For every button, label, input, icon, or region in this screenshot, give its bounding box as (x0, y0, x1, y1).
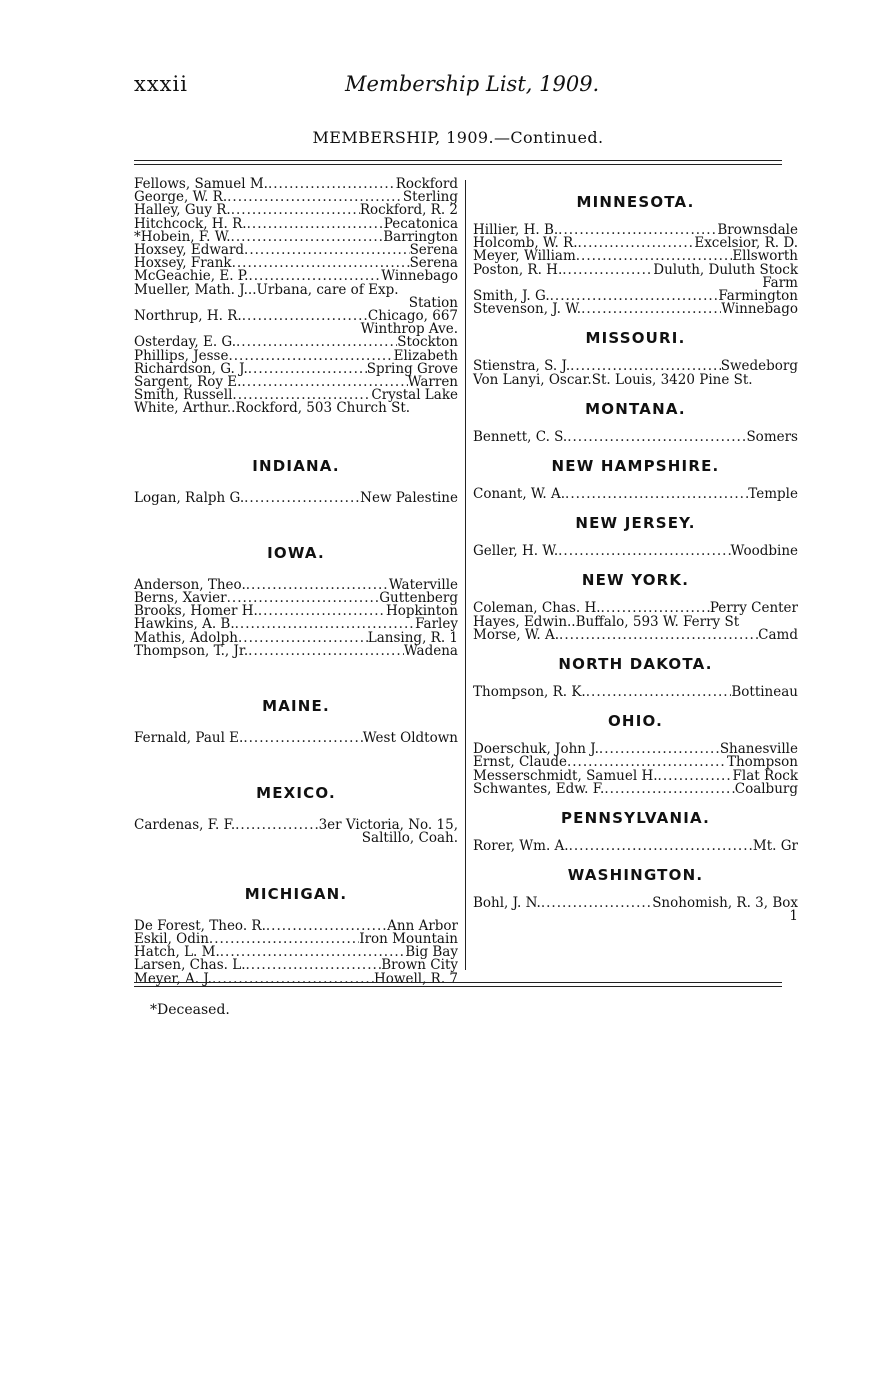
member-place-continued: 1 (789, 908, 798, 925)
dot-leader (586, 686, 732, 699)
member-name: Larsen, Chas. L. (134, 957, 246, 974)
member-place: Snohomish, R. 3, Box (652, 895, 798, 912)
state-heading: MICHIGAN. (244, 884, 348, 903)
dot-leader (231, 204, 360, 217)
state-heading: NEW JERSEY. (575, 514, 696, 533)
dot-leader (244, 492, 360, 505)
member-place: 3er Victoria, No. 15, (318, 817, 458, 834)
member-entry (473, 897, 798, 910)
member-place: Pecatonica (383, 215, 458, 232)
member-name: Geller, H. W. (473, 543, 559, 560)
member-place: Wadena (403, 642, 458, 659)
member-place-continued: Farm (762, 274, 798, 291)
member-place: Farley (415, 616, 458, 633)
member-name: Bohl, J. N. (473, 895, 541, 912)
column-divider (465, 180, 466, 970)
member-name: Eskil, Odin (134, 930, 209, 947)
running-title: Membership List, 1909. (345, 72, 600, 96)
member-name: Phillips, Jesse (134, 347, 229, 364)
member-name: *Hobein, F. W. (134, 228, 231, 245)
member-name: Mueller, Math. J...Urbana, care of Exp. (134, 281, 399, 298)
dot-leader (236, 336, 397, 349)
dot-leader (209, 933, 359, 946)
member-name: Mathis, Adolph (134, 629, 238, 646)
state-heading: WASHINGTON. (567, 866, 704, 885)
dot-leader (242, 310, 368, 323)
dot-leader (565, 488, 748, 501)
member-place: Brown City (381, 957, 458, 974)
left-column (134, 178, 458, 986)
member-place: Excelsior, R. D. (694, 235, 798, 252)
member-place: Farmington (718, 288, 798, 305)
member-place: Ann Arbor (387, 917, 458, 934)
state-section (473, 456, 798, 501)
member-place: West Oldtown (362, 730, 458, 747)
dot-leader (235, 819, 318, 832)
member-place-continued: Winthrop Ave. (360, 321, 458, 338)
member-entry (473, 840, 798, 853)
member-name: Bennett, C. S. (473, 428, 568, 445)
member-place: Howell, R. 7 (374, 970, 458, 987)
member-name: Meyer, A. J. (134, 970, 212, 987)
member-place: Bottineau (731, 684, 798, 701)
member-place: Camd (758, 626, 798, 643)
member-place: Barrington (383, 228, 458, 245)
member-entry (473, 303, 798, 316)
member-name: De Forest, Theo. R. (134, 917, 266, 934)
member-place: Brownsdale (717, 222, 798, 238)
member-place: Somers (746, 428, 798, 445)
member-entry (134, 489, 458, 506)
state-heading: MISSOURI. (585, 329, 686, 348)
member-entry (473, 686, 798, 699)
dot-leader (581, 303, 721, 316)
state-section (134, 543, 458, 658)
dot-leader (604, 783, 734, 796)
member-name: Hoxsey, Edward (134, 242, 245, 259)
right-column (473, 178, 798, 924)
member-name: Thompson, T., Jr. (134, 642, 249, 659)
state-section (473, 654, 798, 699)
state-heading: IOWA. (267, 543, 325, 562)
dot-leader (558, 545, 730, 558)
member-name: Smith, J. G. (473, 288, 550, 305)
member-entry (134, 642, 458, 659)
member-name: Fellows, Samuel M. (134, 176, 268, 192)
state-heading: PENNSYLVANIA. (560, 809, 711, 828)
member-name: Morse, W. A. (473, 626, 560, 643)
member-place: Duluth, Duluth Stock (653, 261, 798, 278)
member-place: Coalburg (734, 780, 798, 797)
dot-leader (231, 231, 384, 244)
member-name: Messerschmidt, Samuel H. (473, 767, 658, 784)
state-section (134, 178, 458, 416)
state-section (473, 570, 798, 642)
state-section (134, 696, 458, 745)
state-heading: MEXICO. (256, 784, 336, 803)
member-place: Crystal Lake (371, 387, 458, 404)
state-section (473, 513, 798, 558)
member-entry (473, 545, 798, 558)
member-entry (134, 402, 458, 415)
member-place: Serena (409, 242, 458, 259)
member-place: Mt. Gr (752, 838, 798, 855)
member-name: Hatch, L. M. (134, 944, 220, 961)
member-name: Doerschuk, John J. (473, 741, 599, 758)
state-section (473, 328, 798, 386)
member-name: Smith, Russell (134, 387, 233, 404)
member-place: Swedeborg (720, 358, 798, 375)
dot-leader (220, 946, 405, 959)
member-name: Cardenas, F. F. (134, 817, 236, 834)
state-section (473, 399, 798, 444)
member-name: Meyer, William (473, 248, 576, 265)
state-heading: NEW HAMPSHIRE. (551, 457, 720, 476)
member-place: Serena (409, 255, 458, 272)
member-place: Flat Rock (732, 767, 798, 784)
member-name: White, Arthur..Rockford, 503 Church St. (134, 400, 411, 417)
state-heading: OHIO. (607, 712, 663, 731)
state-section (134, 783, 458, 845)
member-place: Elizabeth (393, 347, 458, 364)
member-entry (473, 371, 798, 388)
member-place: Lansing, R. 1 (367, 629, 458, 646)
member-name: Fernald, Paul E. (134, 730, 244, 747)
member-name: Conant, W. A. (473, 486, 566, 503)
member-name: George, W. R. (134, 189, 228, 206)
member-name: Holcomb, W. R. (473, 235, 578, 252)
state-section (473, 865, 798, 923)
dot-leader (599, 743, 720, 756)
dot-leader (258, 605, 386, 618)
top-double-rule (134, 160, 782, 165)
member-name: Brooks, Homer H. (134, 603, 258, 620)
state-heading: NORTH DAKOTA. (558, 655, 713, 674)
member-entry (473, 428, 798, 445)
member-entry (473, 488, 798, 501)
member-name: Stienstra, S. J. (473, 358, 571, 375)
member-name: Anderson, Theo. (134, 576, 246, 593)
member-name: Berns, Xavier (134, 590, 227, 607)
page-number: xxxii (134, 72, 188, 96)
member-name: Logan, Ralph G. (134, 489, 245, 506)
member-place: Waterville (388, 576, 458, 593)
member-place: Spring Grove (366, 360, 458, 377)
member-place: Winnebago (721, 301, 798, 318)
dot-leader (247, 218, 384, 231)
bottom-double-rule (134, 982, 782, 987)
state-section (134, 884, 458, 986)
dot-leader (248, 645, 404, 658)
footnote: *Deceased. (150, 1002, 230, 1018)
member-place: Temple (748, 486, 798, 503)
dot-leader (562, 264, 653, 277)
dot-leader (248, 363, 367, 376)
member-place-continued: Station (408, 294, 458, 311)
member-name: Hillier, H. B. (473, 222, 559, 238)
state-heading: INDIANA. (252, 456, 340, 475)
member-name: Richardson, G. J. (134, 360, 248, 377)
dot-leader (243, 732, 362, 745)
member-entry (473, 626, 798, 643)
state-heading: MINNESOTA. (576, 193, 695, 211)
member-name: Hawkins, A. B. (134, 616, 235, 633)
state-section (473, 711, 798, 796)
member-entry (134, 732, 458, 745)
member-place: Winnebago (381, 268, 458, 285)
member-place: Stockton (397, 334, 458, 351)
dot-leader (238, 632, 368, 645)
member-name: Ernst, Claude (473, 754, 567, 771)
member-place: Rockford (395, 176, 458, 192)
member-place: Woodbine (730, 543, 798, 560)
state-heading: MONTANA. (585, 399, 686, 418)
member-place: Hopkinton (386, 603, 458, 620)
member-name: Hoxsey, Frank (134, 255, 232, 272)
member-place: Ellsworth (732, 248, 798, 265)
member-place: Chicago, 667 (367, 308, 458, 325)
dot-leader (244, 244, 410, 257)
member-name: Halley, Guy R. (134, 202, 231, 219)
member-place: Guttenberg (379, 590, 458, 607)
member-place-continued: Saltillo, Coah. (361, 830, 458, 847)
member-entry (473, 261, 798, 278)
member-name: Thompson, R. K. (473, 684, 586, 701)
dot-leader (559, 629, 758, 642)
member-name: Rorer, Wm. A. (473, 838, 569, 855)
state-section (473, 808, 798, 853)
state-heading: NEW YORK. (581, 571, 690, 590)
member-name: Hitchcock, H. R. (134, 215, 247, 232)
member-name: Poston, R. H. (473, 261, 563, 278)
member-name: Coleman, Chas. H. (473, 600, 601, 617)
page-subtitle: MEMBERSHIP, 1909.—Continued. (312, 128, 604, 147)
member-place: Sterling (402, 189, 458, 206)
dot-leader (246, 959, 382, 972)
member-place: Warren (407, 374, 458, 391)
member-name: Osterday, E. G. (134, 334, 237, 351)
dot-leader (567, 431, 746, 444)
member-place: Perry Center (709, 600, 798, 617)
member-name: McGeachie, E. P. (134, 268, 249, 285)
member-name: Hayes, Edwin..Buffalo, 593 W. Ferry St (473, 613, 740, 630)
dot-leader (268, 178, 396, 191)
member-entry (473, 780, 798, 797)
state-section (134, 456, 458, 505)
member-name: Northrup, H. R. (134, 308, 242, 325)
dot-leader (569, 840, 753, 853)
dot-leader (541, 897, 652, 910)
member-place: Big Bay (405, 944, 458, 961)
member-name: Schwantes, Edw. F. (473, 780, 605, 797)
member-name: Sargent, Roy E. (134, 374, 242, 391)
member-name: Stevenson, J. W. (473, 301, 582, 318)
member-place: New Palestine (360, 489, 458, 506)
member-place: Rockford, R. 2 (359, 202, 458, 219)
dot-leader (578, 237, 695, 250)
member-place: Iron Mountain (359, 930, 458, 947)
member-place: Thompson (726, 754, 798, 771)
dot-leader (658, 770, 733, 783)
state-section (473, 192, 798, 316)
dot-leader (246, 579, 389, 592)
member-name: Von Lanyi, Oscar.St. Louis, 3420 Pine St. (473, 371, 753, 388)
state-heading: MAINE. (262, 697, 330, 716)
member-place: Shanesville (719, 741, 798, 758)
